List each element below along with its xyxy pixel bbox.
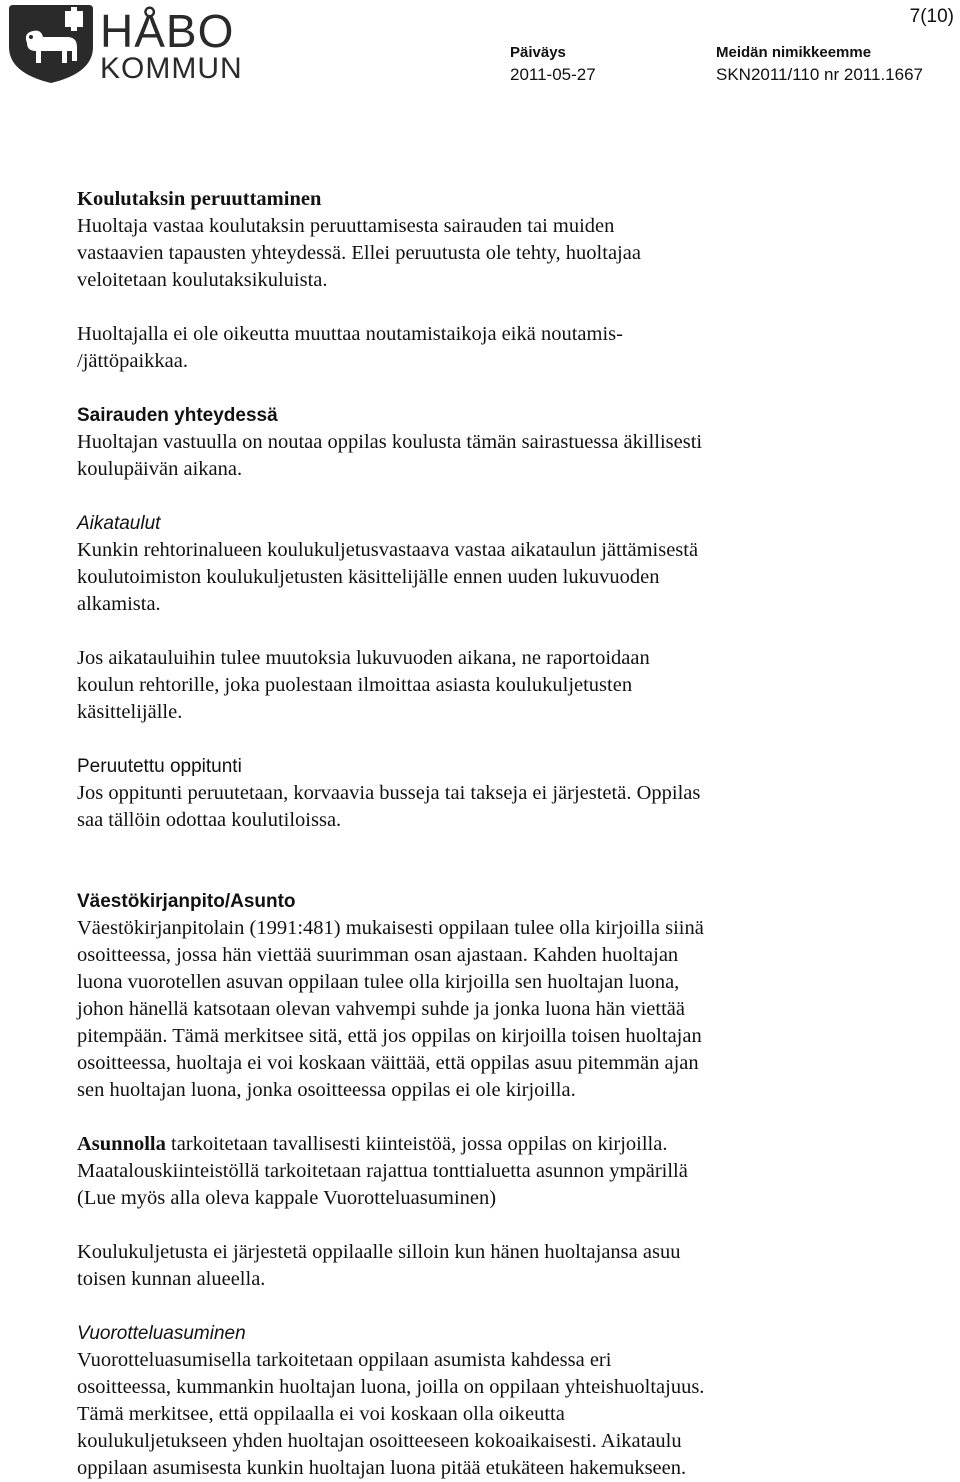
section-heading-schedules: Aikataulut bbox=[77, 513, 161, 534]
section-heading-cancelled-lesson: Peruutettu oppitunti bbox=[77, 756, 242, 777]
date-label: Päiväys bbox=[510, 44, 566, 61]
section-heading-alternating: Vuorotteluasuminen bbox=[77, 1323, 246, 1344]
text-line: alkamista. bbox=[77, 593, 161, 615]
section-heading-cancel: Koulutaksin peruuttaminen bbox=[77, 188, 322, 210]
paragraph bbox=[77, 213, 837, 294]
habo-ram-crest-icon bbox=[5, 3, 97, 85]
page-number: 7(10) bbox=[909, 6, 954, 27]
reference-value: SKN2011/110 nr 2011.1667 bbox=[716, 65, 923, 84]
text-line: toisen kunnan alueella. bbox=[77, 1268, 266, 1290]
text-line: koulutoimiston koulukuljetusten käsittelijälle ennen uuden lukuvuoden bbox=[77, 566, 660, 588]
page-header bbox=[0, 0, 960, 100]
text-line: Väestökirjanpitolain (1991:481) mukaisesti oppilaan tulee olla kirjoilla siinä bbox=[77, 917, 704, 939]
text-line: tarkoitetaan tavallisesti kiinteistöä, jossa oppilas on kirjoilla. bbox=[165, 1133, 668, 1155]
text-line: osoitteessa, huoltaja ei voi koskaan väittää, että oppilas asuu pitemmän ajan bbox=[77, 1052, 699, 1074]
text-line: pitempään. Tämä merkitsee sitä, että jos oppilas on kirjoilla toisen huoltajan bbox=[77, 1025, 702, 1047]
date-value: 2011-05-27 bbox=[510, 65, 596, 84]
text-line: saa tällöin odottaa koulutiloissa. bbox=[77, 809, 342, 831]
text-line: Koulukuljetusta ei järjestetä oppilaalle silloin kun hänen huoltajansa asuu bbox=[77, 1241, 681, 1263]
paragraph bbox=[77, 1239, 837, 1293]
paragraph bbox=[77, 1347, 837, 1482]
text-line: Huoltajalla ei ole oikeutta muuttaa noutamistaikoja eikä noutamis- bbox=[77, 323, 623, 345]
logo-text bbox=[100, 5, 243, 85]
text-line: Jos oppitunti peruutetaan, korvaavia busseja tai takseja ei järjestetä. Oppilas bbox=[77, 782, 701, 804]
paragraph bbox=[77, 915, 837, 1104]
document-body bbox=[77, 186, 837, 1482]
text-line: koulukuljetukseen yhden huoltajan osoitteeseen kokoaikaisesti. Aikataulu bbox=[77, 1430, 682, 1452]
section-heading-registry: Väestökirjanpito/Asunto bbox=[77, 891, 296, 912]
text-line: veloitetaan koulutaksikuluista. bbox=[77, 269, 328, 291]
paragraph bbox=[77, 321, 837, 375]
paragraph bbox=[77, 537, 837, 618]
paragraph bbox=[77, 780, 837, 834]
text-line: Huoltaja vastaa koulutaksin peruuttamisesta sairauden tai muiden bbox=[77, 215, 615, 237]
text-line: oppilaan asumisesta kunkin huoltajan luona pitää etukäteen hakemukseen. bbox=[77, 1457, 687, 1479]
text-line: johon hänellä katsotaan olevan vahvempi suhde ja jonka luona hän viettää bbox=[77, 998, 685, 1020]
section-heading-illness: Sairauden yhteydessä bbox=[77, 405, 278, 426]
text-line: /jättöpaikkaa. bbox=[77, 350, 188, 372]
text-line: sen huoltajan luona, jonka osoitteessa oppilas ei ole kirjoilla. bbox=[77, 1079, 576, 1101]
paragraph bbox=[77, 1131, 837, 1212]
reference-label: Meidän nimikkeemme bbox=[716, 44, 872, 61]
text-line: Maatalouskiinteistöllä tarkoitetaan rajattua tonttialuetta asunnon ympärillä bbox=[77, 1160, 688, 1182]
text-line: käsittelijälle. bbox=[77, 701, 183, 723]
text-line: Kunkin rehtorinalueen koulukuljetusvastaava vastaa aikataulun jättämisestä bbox=[77, 539, 699, 561]
text-line: luona vuorotellen asuvan oppilaan tulee olla kirjoilla sen huoltajan luona, bbox=[77, 971, 680, 993]
text-line: osoitteessa, kummankin huoltajan luona, joilla on oppilaan yhteishuoltajuus. bbox=[77, 1376, 705, 1398]
text-line: Huoltajan vastuulla on noutaa oppilas koulusta tämän sairastuessa äkillisesti bbox=[77, 431, 703, 453]
logo-name: HÅBO bbox=[100, 5, 235, 57]
reference-block bbox=[716, 42, 923, 86]
text-line: osoitteessa, jossa hän viettää suurimman osan ajastaan. Kahden huoltajan bbox=[77, 944, 679, 966]
text-line: vastaavien tapausten yhteydessä. Ellei peruutusta ole tehty, huoltajaa bbox=[77, 242, 641, 264]
text-line: Vuorotteluasumisella tarkoitetaan oppilaan asumista kahdessa eri bbox=[77, 1349, 612, 1371]
text-line: Jos aikatauluihin tulee muutoksia lukuvuoden aikana, ne raportoidaan bbox=[77, 647, 650, 669]
paragraph bbox=[77, 645, 837, 726]
emphasized-term: Asunnolla bbox=[77, 1133, 166, 1155]
text-line: koulun rehtorille, joka puolestaan ilmoittaa asiasta koulukuljetusten bbox=[77, 674, 633, 696]
logo-sub: KOMMUN bbox=[100, 52, 243, 85]
date-block bbox=[510, 42, 596, 86]
text-line: Tämä merkitsee, että oppilaalla ei voi koskaan olla oikeutta bbox=[77, 1403, 565, 1425]
paragraph bbox=[77, 429, 837, 483]
text-line: koulupäivän aikana. bbox=[77, 458, 243, 480]
text-line: (Lue myös alla oleva kappale Vuorotteluasuminen) bbox=[77, 1187, 497, 1209]
